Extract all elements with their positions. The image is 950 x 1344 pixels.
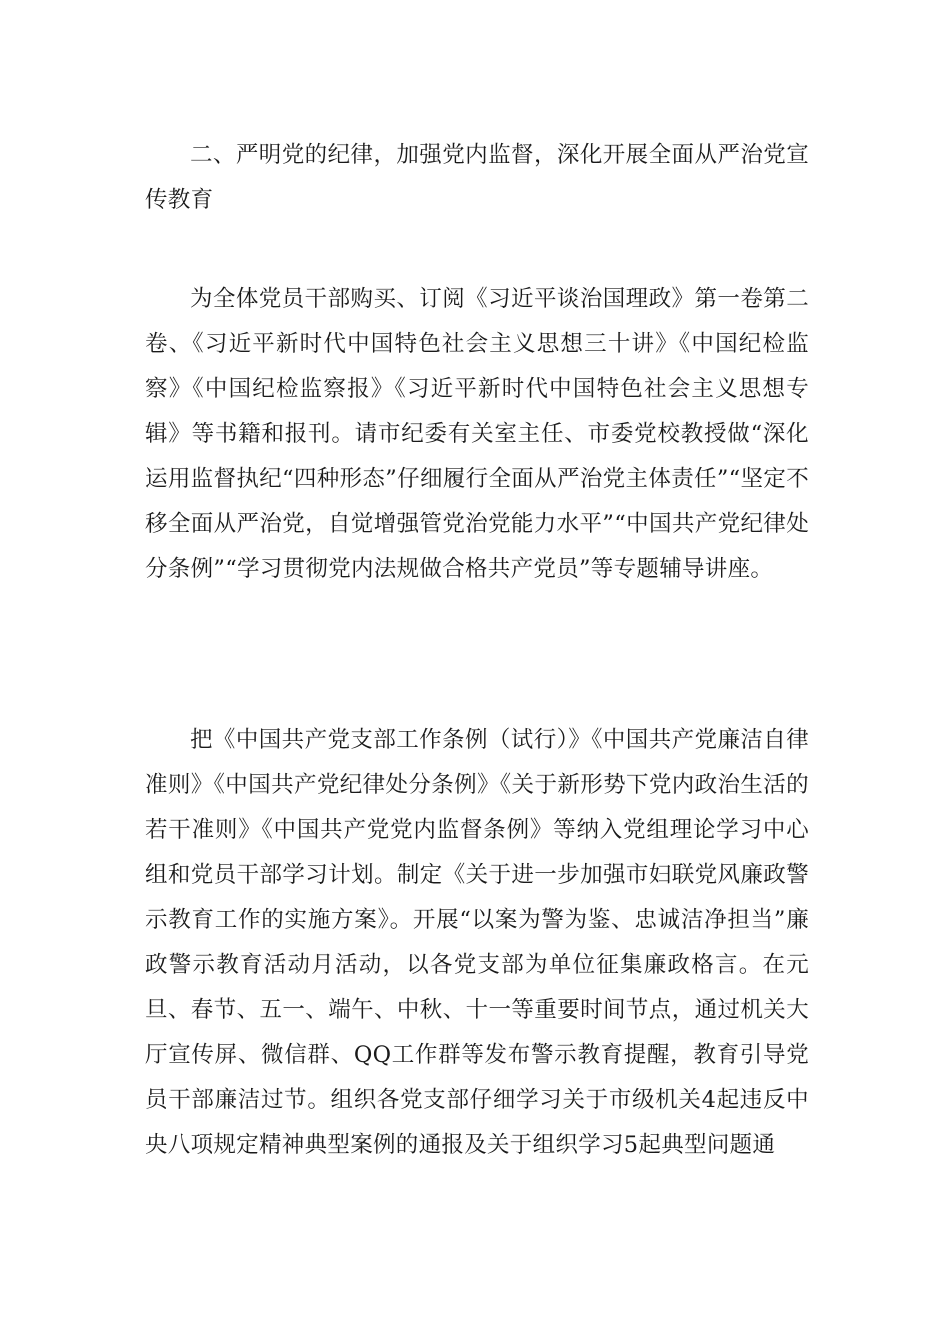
paragraph-reading-materials: 为全体党员干部购买、订阅《习近平谈治国理政》第一卷第二卷、《习近平新时代中国特色社会主义思想三十讲》《中国纪检监察》《中国纪检监察报》《习近平新时代中国特色社会主义思想专辑》等书籍和报刊。请市纪委有关室主任、市委党校教授做“深化运用监督执纪“四种形态”仔细履行全面从严治党主体责任”“坚定不移全面从严治党，自觉增强管党治党能力水平”“中国共产党纪律处分条例”“学习贯彻党内法规做合格共产党员”等专题辅导讲座。 xyxy=(145,286,809,582)
paragraph-warning-education: 把《中国共产党支部工作条例（试行）》《中国共产党廉洁自律准则》《中国共产党纪律处分条例》《关于新形势下党内政治生活的若干准则》《中国共产党党内监督条例》等纳入党组理论学习中心组和党员干部学习计划。制定《关于进一步加强市妇联党风廉政警示教育工作的实施方案》。开展“以案为警为鉴、忠诚洁净担当”廉政警示教育活动月活动，以各党支部为单位征集廉政格言。在元旦、春节、五一、端午、中秋、十一等重要时间节点，通过机关大厅宣传屏、微信群、QQ工作群等发布警示教育提醒，教育引导党员干部廉洁过节。组织各党支部仔细学习关于市级机关4起违反中央八项规定精神典型案例的通报及关于组织学习5起典型问题通 xyxy=(145,727,809,1158)
section-heading: 二、严明党的纪律，加强党内监督，深化开展全面从严治党宣传教育 xyxy=(145,142,809,213)
